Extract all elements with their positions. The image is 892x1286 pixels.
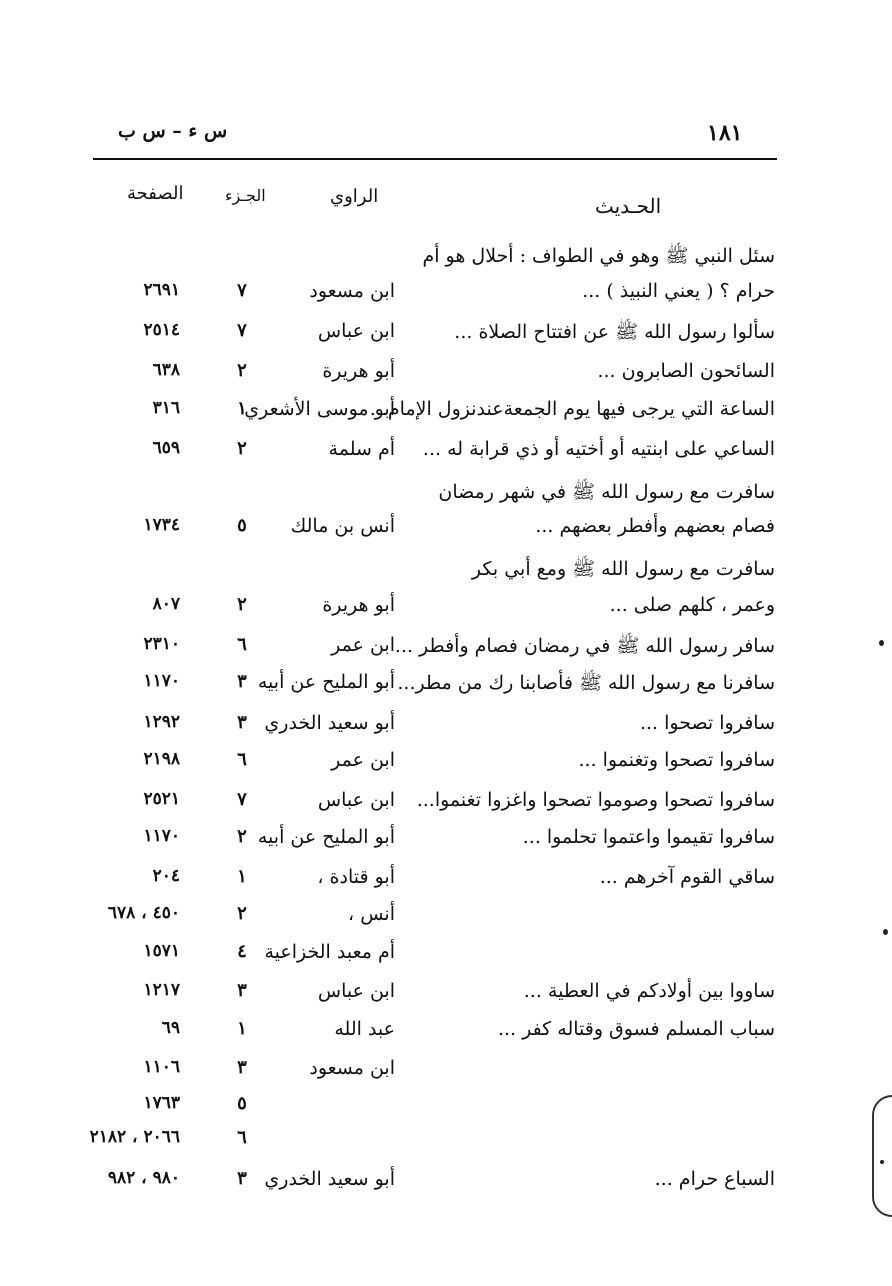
page-number-ref: ٦٥٩: [152, 438, 180, 458]
part-number: ٢: [237, 594, 247, 615]
hadith-text: حرام ؟ ( يعني النبيذ ) ...: [582, 280, 775, 302]
hadith-text: سافرت مع رسول الله ﷺ في شهر رمضان: [438, 481, 775, 503]
page-number-ref: ٢٠٤: [152, 866, 180, 886]
page-number-ref: ١٧٦٣: [143, 1093, 180, 1113]
narrator-name: أنس بن مالك: [290, 515, 395, 537]
page-number-ref: ٢٣١٠: [143, 634, 180, 654]
part-number: ٥: [237, 1093, 247, 1114]
hadith-text: سباب المسلم فسوق وقتاله كفر ...: [497, 1018, 775, 1040]
narrator-name: ابن عباس: [317, 320, 395, 342]
narrator-name: أبو سعيد الخدري: [264, 712, 395, 734]
hadith-text: السائحون الصابرون ...: [597, 360, 775, 382]
hadith-text: وعمر ، كلهم صلى ...: [609, 594, 775, 616]
narrator-name: ابن عباس: [317, 980, 395, 1002]
hadith-text: سافرنا مع رسول الله ﷺ فأصابنا رك من مطر...: [397, 672, 775, 694]
narrator-name: أم سلمة: [328, 438, 395, 460]
hadith-text: الساعي على ابنتيه أو أختيه أو ذي قرابة له ...: [422, 438, 775, 460]
part-number: ٣: [237, 671, 247, 692]
narrator-name: أبو المليح عن أبيه: [257, 671, 395, 693]
part-number: ٧: [237, 789, 247, 810]
part-number: ٣: [237, 1168, 247, 1189]
part-number: ٢: [237, 438, 247, 459]
part-number: ٢: [237, 826, 247, 847]
hadith-text: ساووا بين أولادكم في العطية ...: [523, 980, 775, 1002]
narrator-name: أبو هريرة: [322, 360, 395, 382]
page-number-ref: ٢٥١٤: [143, 320, 180, 340]
hadith-text: سافروا تصحوا وصوموا تصحوا واغزوا تغنموا...: [416, 789, 775, 811]
page-number-ref: ١٧٣٤: [143, 515, 180, 535]
page-number-ref: ٦٣٨: [152, 360, 180, 380]
column-header-narrator: الراوي: [330, 186, 379, 207]
hadith-text: السباع حرام ...: [654, 1168, 775, 1190]
hadith-text: سافروا تصحوا ...: [639, 712, 775, 734]
part-number: ٣: [237, 980, 247, 1001]
narrator-name: ابن مسعود: [309, 1057, 395, 1079]
part-number: ١: [237, 398, 247, 419]
narrator-name: أبو موسى الأشعري: [244, 398, 395, 420]
margin-bracket: [872, 1095, 892, 1217]
hadith-text: ساقي القوم آخرهم ...: [599, 866, 775, 888]
narrator-name: ابن عمر: [331, 749, 395, 771]
part-number: ٢: [237, 903, 247, 924]
narrator-name: أبو هريرة: [322, 594, 395, 616]
hadith-text: سافروا تقيموا واعتموا تحلموا ...: [522, 826, 775, 848]
part-number: ١: [237, 866, 247, 887]
header-rule: [93, 158, 777, 160]
page-number: ١٨١: [707, 120, 743, 146]
margin-dot: [880, 1160, 884, 1164]
page-number-ref: ٢٦٩١: [143, 280, 180, 300]
part-number: ٦: [237, 634, 247, 655]
margin-dot: [883, 929, 888, 935]
page-number-ref: ٤٥٠ ، ٦٧٨: [107, 903, 180, 923]
hadith-text: سئل النبي ﷺ وهو في الطواف : أحلال هو أم: [422, 245, 775, 267]
page-number-ref: ١٢٩٢: [143, 712, 180, 732]
narrator-name: ابن عباس: [317, 789, 395, 811]
narrator-name: أبو قتادة ،: [317, 866, 395, 888]
narrator-name: أبو سعيد الخدري: [264, 1168, 395, 1190]
page-number-ref: ٦٩: [161, 1018, 180, 1038]
part-number: ٧: [237, 320, 247, 341]
narrator-name: أنس ،: [348, 903, 395, 925]
page-number-ref: ٣١٦: [152, 398, 180, 418]
page-number-ref: ١١٠٦: [143, 1057, 180, 1077]
page-number-ref: ٩٨٠ ، ٩٨٢: [107, 1168, 180, 1188]
margin-dot: [879, 640, 884, 646]
page-number-ref: ٢٠٦٦ ، ٢١٨٢: [89, 1127, 180, 1147]
page-number-ref: ١١٧٠: [143, 826, 180, 846]
section-range: س ء – س ب: [118, 120, 228, 142]
part-number: ٢: [237, 360, 247, 381]
narrator-name: ابن مسعود: [309, 280, 395, 302]
hadith-text: سألوا رسول الله ﷺ عن افتتاح الصلاة ...: [454, 321, 775, 343]
page-number-ref: ٢١٩٨: [143, 749, 180, 769]
narrator-name: أبو المليح عن أبيه: [257, 826, 395, 848]
part-number: ٣: [237, 712, 247, 733]
part-number: ٦: [237, 749, 247, 770]
column-header-part: الجـزء: [225, 186, 266, 205]
column-header-hadith: الحـديث: [595, 194, 662, 218]
hadith-text: الساعة التي يرجى فيها يوم الجمعةعندنزول الإمام...: [369, 398, 775, 420]
page-number-ref: ١١٧٠: [143, 671, 180, 691]
part-number: ٥: [237, 515, 247, 536]
part-number: ٣: [237, 1057, 247, 1078]
page-number-ref: ٨٠٧: [152, 594, 180, 614]
part-number: ٧: [237, 280, 247, 301]
hadith-text: فصام بعضهم وأفطر بعضهم ...: [535, 515, 775, 537]
part-number: ١: [237, 1018, 247, 1039]
hadith-text: سافروا تصحوا وتغنموا ...: [578, 749, 775, 771]
part-number: ٤: [237, 941, 247, 962]
narrator-name: أم معبد الخزاعية: [264, 941, 395, 963]
hadith-text: سافر رسول الله ﷺ في رمضان فصام وأفطر ...: [394, 635, 775, 657]
page-number-ref: ١٥٧١: [143, 941, 180, 961]
column-header-page: الصفحة: [127, 183, 184, 204]
narrator-name: عبد الله: [334, 1018, 395, 1040]
hadith-text: سافرت مع رسول الله ﷺ ومع أبي بكر: [471, 558, 775, 580]
page-number-ref: ١٢١٧: [143, 980, 180, 1000]
part-number: ٦: [237, 1127, 247, 1148]
page-number-ref: ٢٥٢١: [143, 789, 180, 809]
narrator-name: ابن عمر: [331, 634, 395, 656]
